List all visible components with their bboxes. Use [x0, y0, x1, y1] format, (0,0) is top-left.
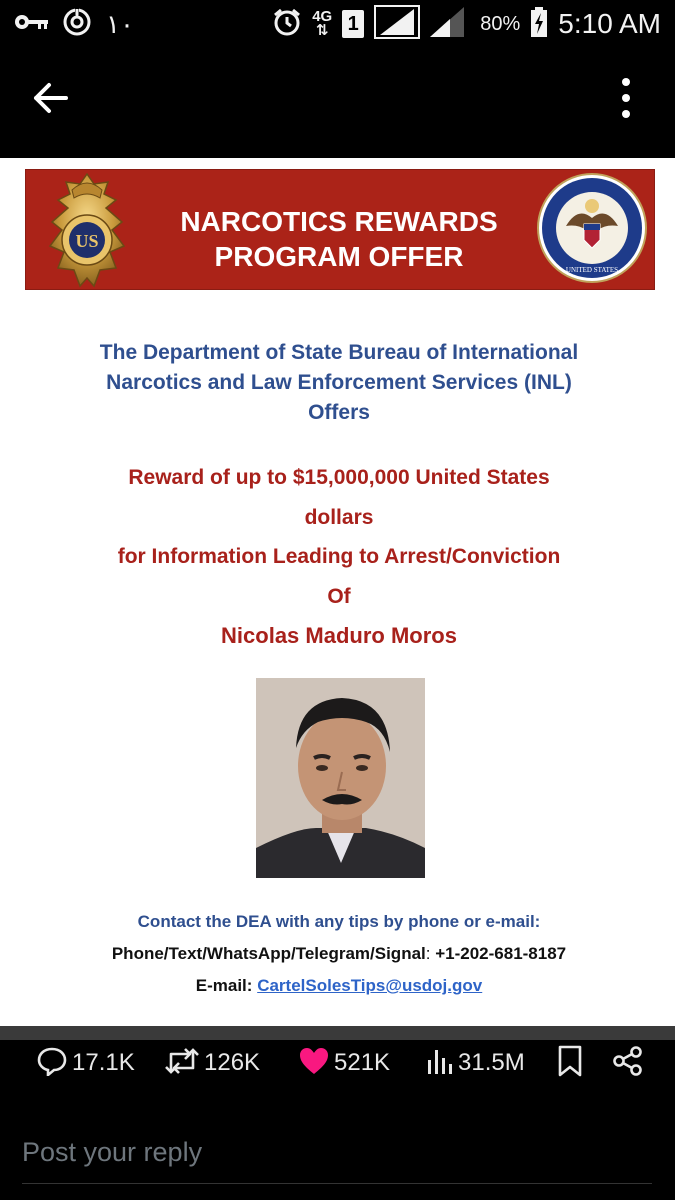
svg-text:UNITED STATES: UNITED STATES — [565, 266, 619, 274]
contact-section — [40, 906, 638, 1002]
intro-line: The Department of State Bureau of International — [99, 341, 579, 364]
signal-icon — [374, 5, 470, 44]
like-count: 521K — [334, 1049, 391, 1076]
back-arrow-icon — [30, 105, 70, 122]
repost-button[interactable] — [164, 1048, 260, 1078]
bookmark-button[interactable] — [556, 1048, 584, 1078]
status-time: 5:10 AM — [558, 8, 661, 39]
poster-banner — [25, 169, 655, 290]
reply-icon — [36, 1046, 68, 1081]
contact-heading: Contact the DEA with any tips by phone or e-mail: — [137, 912, 541, 931]
like-button[interactable] — [298, 1048, 390, 1078]
department-of-state-seal-icon — [536, 172, 648, 284]
phone-number: +1-202-681-8187 — [435, 944, 567, 963]
reply-placeholder: Post your reply — [22, 1137, 203, 1167]
key-icon — [14, 14, 48, 35]
image-bottom-border — [0, 1026, 675, 1040]
reward-line: Reward of up to $15,000,000 United States — [128, 466, 550, 489]
reward-line: dollars — [304, 505, 374, 529]
back-button[interactable] — [30, 78, 78, 118]
views-chart-icon — [426, 1046, 454, 1081]
svg-text:US: US — [75, 231, 99, 251]
views-count: 31.5M — [458, 1049, 525, 1076]
intro-line: Narcotics and Law Enforcement Services (INL) — [106, 371, 572, 394]
intro-text — [40, 338, 638, 428]
sync-icon — [62, 7, 92, 42]
bookmark-icon — [556, 1045, 584, 1082]
views-button[interactable] — [426, 1048, 525, 1078]
heart-icon — [298, 1046, 330, 1081]
repost-count: 126K — [204, 1049, 261, 1076]
post-image[interactable] — [0, 158, 675, 1026]
email-link[interactable]: CartelSolesTips@usdoj.gov — [257, 976, 483, 995]
reply-button[interactable] — [36, 1048, 135, 1078]
alarm-icon — [272, 7, 302, 42]
status-left-number: ١٠ — [106, 9, 134, 39]
sim-slot-badge: 1 — [342, 10, 364, 38]
email-line — [40, 970, 638, 1002]
app-bar — [0, 48, 675, 158]
target-name: Nicolas Maduro Moros — [221, 623, 457, 648]
battery-percent: 80% — [480, 13, 521, 35]
reply-input[interactable] — [22, 1130, 652, 1184]
email-label: E-mail: — [195, 976, 253, 995]
phone-line: Phone/Text/WhatsApp/Telegram/Signal: +1-202-681-8187 — [111, 944, 567, 963]
status-bar — [0, 0, 675, 48]
post-actions — [0, 1040, 675, 1090]
dea-badge-icon — [42, 170, 132, 291]
reward-line: Of — [327, 584, 351, 608]
more-vertical-icon — [606, 109, 646, 126]
network-type: 4G ⇅ — [312, 8, 333, 39]
phone-label: Phone/Text/WhatsApp/Telegram/Signal — [111, 944, 426, 963]
repost-icon — [164, 1046, 200, 1081]
battery-charging-icon — [530, 7, 548, 42]
intro-line: Offers — [308, 401, 370, 424]
share-button[interactable] — [612, 1048, 644, 1078]
reward-line: for Information Leading to Arrest/Conviction — [117, 545, 561, 568]
portrait-photo — [256, 678, 425, 878]
reward-text — [40, 458, 638, 656]
reply-count: 17.1K — [72, 1049, 135, 1076]
share-icon — [612, 1045, 644, 1082]
banner-title: NARCOTICS REWARDS PROGRAM OFFER — [180, 206, 498, 272]
more-options-button[interactable] — [606, 74, 646, 122]
